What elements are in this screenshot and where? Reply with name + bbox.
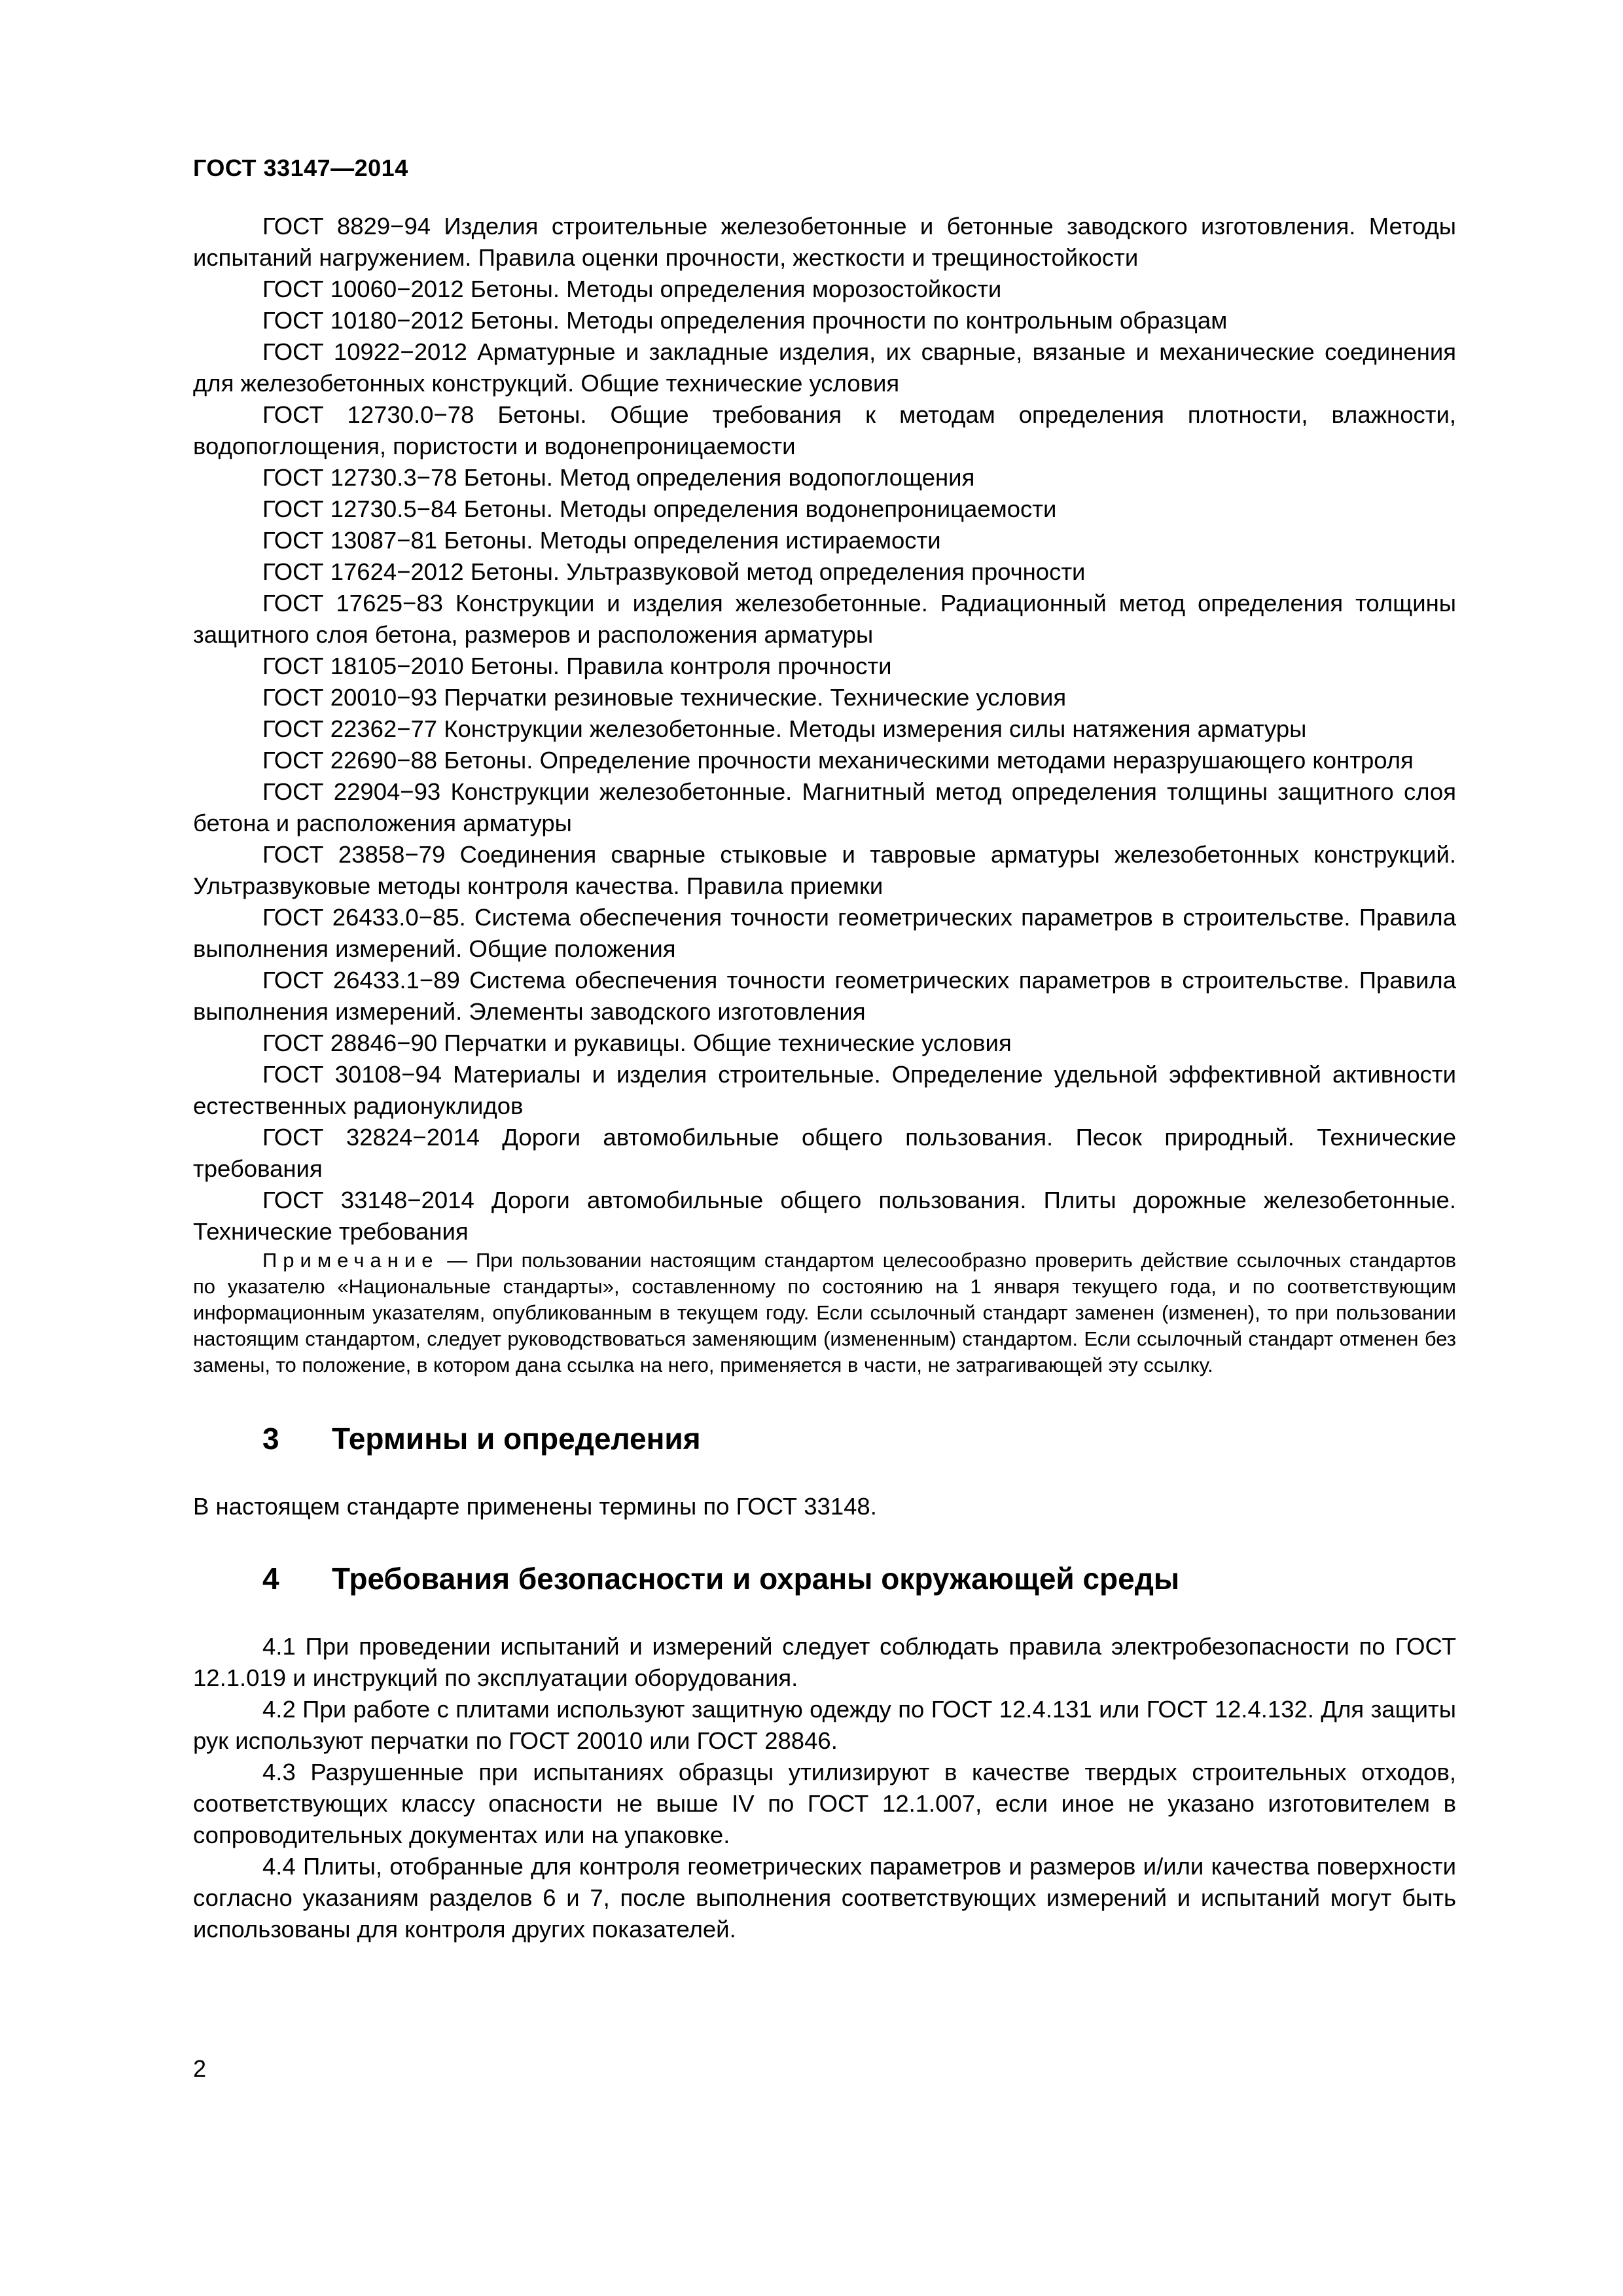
- reference-item: ГОСТ 33148−2014 Дороги автомобильные общего пользования. Плиты дорожные железобетонные. Технические требования: [193, 1187, 1456, 1245]
- reference-item: ГОСТ 12730.3−78 Бетоны. Метод определения водопоглощения: [262, 464, 975, 491]
- reference-item: ГОСТ 18105−2010 Бетоны. Правила контроля прочности: [262, 653, 892, 679]
- reference-item: ГОСТ 10060−2012 Бетоны. Методы определения морозостойкости: [262, 276, 1002, 302]
- section-4-item: 4.3 Разрушенные при испытаниях образцы утилизируют в качестве твердых строительных отходов, соответствующих классу опасности не выше IV по ГОСТ 12.1.007, если иное не указано изготовителем в сопроводительных документах или на упаковке.: [193, 1759, 1456, 1848]
- reference-item: ГОСТ 20010−93 Перчатки резиновые технические. Технические условия: [262, 684, 1067, 711]
- section-4-heading: [193, 1560, 1456, 1597]
- section-4-title: Требования безопасности и охраны окружающей среды: [332, 1562, 1180, 1596]
- references-list: [193, 211, 1456, 1247]
- reference-item: ГОСТ 10922−2012 Арматурные и закладные изделия, их сварные, вязаные и механические соединения для железобетонных конструкций. Общие технические условия: [193, 338, 1456, 397]
- document-header: ГОСТ 33147—2014: [193, 154, 408, 181]
- section-4-number: 4: [262, 1562, 279, 1596]
- reference-item: ГОСТ 12730.0−78 Бетоны. Общие требования к методам определения плотности, влажности, водопоглощения, пористости и водонепроницаемости: [193, 401, 1456, 459]
- reference-item: ГОСТ 17624−2012 Бетоны. Ультразвуковой метод определения прочности: [262, 558, 1086, 585]
- reference-item: ГОСТ 22690−88 Бетоны. Определение прочности механическими методами неразрушающего контроля: [262, 747, 1414, 774]
- reference-item: ГОСТ 28846−90 Перчатки и рукавицы. Общие технические условия: [262, 1030, 1012, 1056]
- page-content: [193, 211, 1456, 1945]
- reference-item: ГОСТ 23858−79 Соединения сварные стыковые и тавровые арматуры железобетонных конструкций. Ультразвуковые методы контроля качества. Правила приемки: [193, 841, 1456, 899]
- reference-item: ГОСТ 32824−2014 Дороги автомобильные общего пользования. Песок природный. Технические требования: [193, 1124, 1456, 1182]
- reference-item: ГОСТ 17625−83 Конструкции и изделия железобетонные. Радиационный метод определения толщины защитного слоя бетона, размеров и расположения арматуры: [193, 590, 1456, 648]
- section-4-item: 4.2 При работе с плитами используют защитную одежду по ГОСТ 12.4.131 или ГОСТ 12.4.132. Для защиты рук используют перчатки по ГОСТ 20010 или ГОСТ 28846.: [193, 1696, 1456, 1754]
- reference-item: ГОСТ 13087−81 Бетоны. Методы определения истираемости: [262, 527, 941, 554]
- reference-item: ГОСТ 26433.0−85. Система обеспечения точности геометрических параметров в строительстве. Правила выполнения измерений. Общие положения: [193, 904, 1456, 962]
- section-3-title: Термины и определения: [332, 1422, 701, 1456]
- section-3-heading: [193, 1420, 1456, 1457]
- section-4-item: 4.1 При проведении испытаний и измерений следует соблюдать правила электробезопасности по ГОСТ 12.1.019 и инструкций по эксплуатации оборудования.: [193, 1633, 1456, 1691]
- note-label: Примечание: [262, 1249, 439, 1272]
- section-4-item: 4.4 Плиты, отобранные для контроля геометрических параметров и размеров и/или качества поверхности согласно указаниям разделов 6 и 7, после выполнения соответствующих измерений и испытаний могут быть использованы для контроля других показателей.: [193, 1853, 1456, 1943]
- section-3-number: 3: [262, 1422, 279, 1456]
- section-3-text: В настоящем стандарте применены термины по ГОСТ 33148.: [193, 1493, 877, 1520]
- reference-item: ГОСТ 10180−2012 Бетоны. Методы определения прочности по контрольным образцам: [262, 307, 1228, 334]
- reference-item: ГОСТ 22362−77 Конструкции железобетонные. Методы измерения силы натяжения арматуры: [262, 715, 1307, 742]
- reference-item: ГОСТ 26433.1−89 Система обеспечения точности геометрических параметров в строительстве. Правила выполнения измерений. Элементы заводского изготовления: [193, 967, 1456, 1025]
- note-text: — При пользовании настоящим стандартом целесообразно проверить действие ссылочных стандартов по указателю «Национальные стандарты», составленному по состоянию на 1 января текущего года, и по соответствующим информационным указателям, опубликованным в текущем году. Если ссылочный стандарт заменен (изменен), то при пользовании настоящим стандартом, следует руководствоваться заменяющим (измененным) стандартом. Если ссылочный стандарт отменен без замены, то положение, в котором дана ссылка на него, применяется в части, не затрагивающей эту ссылку.: [193, 1249, 1456, 1376]
- reference-item: ГОСТ 22904−93 Конструкции железобетонные. Магнитный метод определения толщины защитного слоя бетона и расположения арматуры: [193, 778, 1456, 836]
- reference-item: ГОСТ 30108−94 Материалы и изделия строительные. Определение удельной эффективной активности естественных радионуклидов: [193, 1061, 1456, 1119]
- reference-item: ГОСТ 12730.5−84 Бетоны. Методы определения водонепроницаемости: [262, 495, 1057, 522]
- reference-item: ГОСТ 8829−94 Изделия строительные железобетонные и бетонные заводского изготовления. Методы испытаний нагружением. Правила оценки прочности, жесткости и трещиностойкости: [193, 213, 1456, 271]
- page-number: 2: [193, 2055, 207, 2082]
- note-block: [193, 1247, 1456, 1378]
